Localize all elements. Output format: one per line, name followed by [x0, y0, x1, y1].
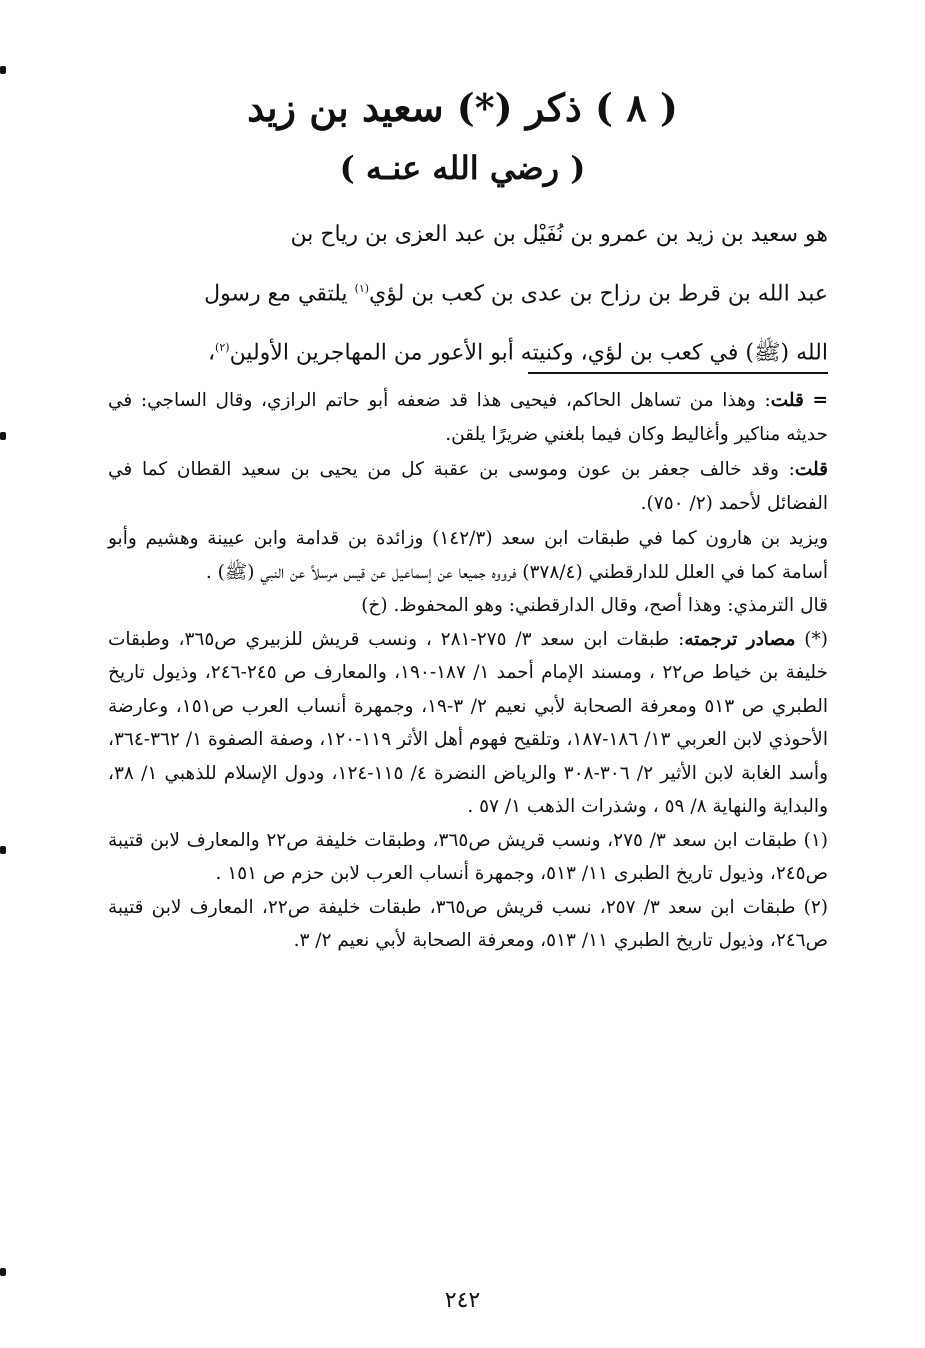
sources-note [108, 623, 828, 824]
main-line-2 [108, 262, 828, 321]
footnote-separator [528, 372, 828, 374]
footnote-2 [108, 891, 828, 958]
footnote-2-text: طبقات ابن سعد ٣/ ٢٥٧، نسب قريش ص٣٦٥، طبقات خليفة ص٢٢، المعارف لابن قتيبة ص٢٤٦، وذيول تاريخ الطبري ١١/ ٥١٣، ومعرفة الصحابة لأبي نعيم ٢/ ٣. [108, 896, 828, 951]
footnote-ref-2: (٢) [215, 341, 230, 355]
qult-1-label: قلت [770, 390, 804, 411]
note-qult-1 [108, 384, 828, 451]
scan-edge-mark [0, 846, 6, 854]
sources-text: : طبقات ابن سعد ٣/ ٢٧٥-٢٨١ ، ونسب قريش للزبيري ص٣٦٥، وطبقات خليفة بن خياط ص٢٢ ، ومسند الإمام أحمد ١/ ١٨٧-١٩٠، والمعارف ص ٢٤٥-٢٤٦، وذيول تاريخ الطبري ص ٥١٣ ومعرفة الصحابة لأبي نعيم ٢/ ٣-١٩، وجمهرة أنساب العرب ص١٥١، وعارضة الأحوذي لابن العربي ١٣/ ١٨٦-١٨٧، وتلقيح فهوم أهل الأثر ١١٩-١٢٠، وصفة الصفوة ١/ ٣٦٢-٣٦٤، وأسد الغابة لابن الأثير ٢/ ٣٠٦-٣٠٨ والرياض النضرة ٤/ ١١٥-١٢٤، ودول الإسلام للذهبي ١/ ٣٨، والبداية والنهاية ٨/ ٥٩ ، وشذرات الذهب ١/ ٥٧ . [108, 628, 829, 817]
qult-2-label: قلت [794, 459, 828, 480]
main-line-1-text: هو سعيد بن زيد بن عمرو بن نُفَيْل بن عبد العزى بن رياح بن [290, 222, 828, 247]
qult-1-text: : وهذا من تساهل الحاكم، فيحيى هذا قد ضعفه أبو حاتم الرازي، وقال الساجي: في حديثه مناكير وأغاليط وكان فيما بلغني ضريرًا يلقن. [108, 390, 828, 445]
qult-2-text: : وقد خالف جعفر بن عون وموسى بن عقبة كل من يحيى بن سعيد القطان كما في الفضائل لأحمد (٢/ ٧٥٠). [108, 459, 828, 514]
scan-edge-mark [0, 1268, 6, 1276]
main-line-3-text: الله (ﷺ) في كعب بن لؤي، وكنيته أبو الأعور من المهاجرين الأولين [229, 340, 828, 366]
main-line-2-tail: يلتقي مع رسول [204, 281, 348, 307]
sources-marker: (*) [804, 628, 828, 650]
main-line-1 [108, 208, 828, 262]
note-paragraph-4: قال الترمذي: وهذا أصح، وقال الدارقطني: وهو المحفوظ. (خ) [361, 595, 828, 616]
scan-edge-mark [0, 432, 6, 440]
footnote-ref-1: (١) [354, 282, 370, 295]
sources-label: مصادر ترجمته [684, 628, 796, 650]
footnote-1-marker: (١) [803, 829, 828, 851]
main-text [108, 208, 828, 381]
main-line-3-end: ، [207, 340, 216, 366]
page-number: ٢٤٢ [444, 1288, 481, 1313]
note-paragraph-3: ويزيد بن هارون كما في طبقات ابن سعد (١٤٢/٣) وزائدة بن قدامة وابن عيينة وهشيم وأبو أسامة كما في العلل للدارقطني (٣٧٨/٤) فرووه جميعا عن إسماعيل عن قيس مرسلاً عن النبي (ﷺ) . [108, 528, 828, 583]
chapter-title: ( ٨ ) ذكر (*) سعيد بن زيد [247, 85, 678, 130]
chapter-subtitle: ( رضي الله عنـه ) [339, 149, 586, 187]
footnote-1-text: طبقات ابن سعد ٣/ ٢٧٥، ونسب قريش ص٣٦٥، وطبقات خليفة ص٢٢ والمعارف لابن قتيبة ص٢٤٥، وذيول تاريخ الطبرى ١١/ ٥١٣، وجمهرة أنساب العرب لابن حزم ص ١٥١ . [108, 829, 828, 884]
scan-edge-mark [0, 66, 6, 74]
footnote-2-marker: (٢) [803, 896, 828, 918]
main-line-2-text: عبد الله بن قرط بن رزاح بن عدى بن كعب بن لؤي [369, 281, 828, 307]
continuation-marker: = [812, 390, 828, 411]
footnotes [108, 384, 828, 958]
footnote-1 [108, 824, 828, 891]
note-qult-2 [108, 453, 828, 520]
